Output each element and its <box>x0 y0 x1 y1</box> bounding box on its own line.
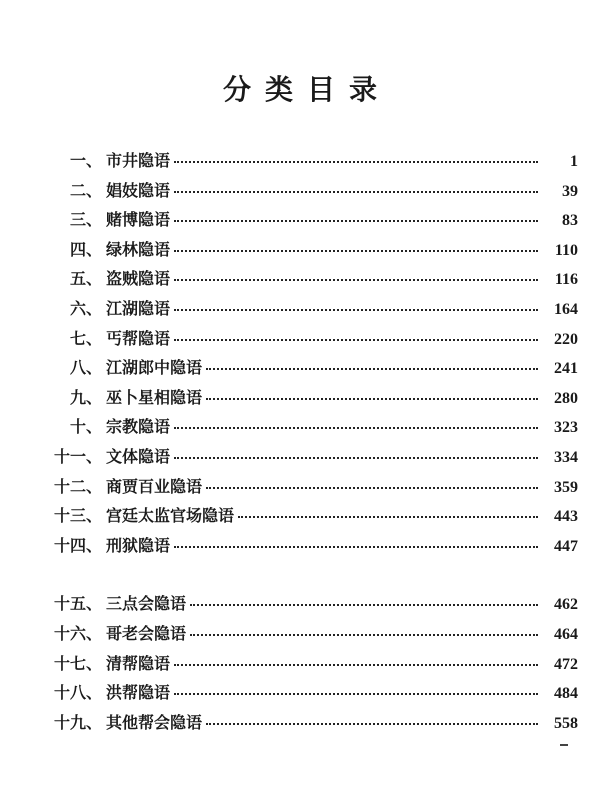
entry-page-number: 334 <box>554 448 578 466</box>
entry-title: 绿林隐语 <box>106 239 171 259</box>
toc-entry[interactable] <box>44 503 578 533</box>
entry-page-number: 462 <box>554 596 578 614</box>
dot-leader <box>206 397 538 400</box>
entry-page-number: 443 <box>554 508 578 526</box>
toc-entry[interactable] <box>44 710 578 740</box>
entry-number: 十二、 <box>53 476 102 496</box>
entry-title: 盗贼隐语 <box>106 269 171 289</box>
toc-entry[interactable] <box>44 237 578 267</box>
toc-entry[interactable] <box>44 326 578 356</box>
dot-leader <box>174 190 538 193</box>
entry-number: 十八、 <box>53 683 102 703</box>
entry-number: 十一、 <box>53 446 102 466</box>
dot-leader <box>174 160 538 163</box>
dot-leader <box>174 249 538 252</box>
entry-title: 其他帮会隐语 <box>106 712 203 732</box>
entry-number: 七、 <box>69 328 102 348</box>
toc-entry[interactable] <box>44 680 578 710</box>
toc-entry[interactable] <box>44 207 578 237</box>
toc-group <box>44 148 578 562</box>
dot-leader <box>206 722 538 725</box>
entry-page-number: 83 <box>562 212 578 230</box>
entry-number: 四、 <box>69 239 102 259</box>
entry-page-number: 1 <box>570 153 578 170</box>
entry-number: 十三、 <box>53 506 102 526</box>
toc-entry[interactable] <box>44 651 578 681</box>
dot-leader <box>190 603 538 606</box>
dot-leader <box>174 663 538 666</box>
entry-title: 商贾百业隐语 <box>106 476 203 496</box>
entry-title: 娼妓隐语 <box>106 180 171 200</box>
entry-number: 二、 <box>69 180 102 200</box>
entry-number: 三、 <box>69 210 102 230</box>
entry-title: 洪帮隐语 <box>106 683 171 703</box>
entry-number: 五、 <box>69 269 102 289</box>
entry-number: 十六、 <box>53 623 102 643</box>
dot-leader <box>174 338 538 341</box>
entry-title: 宫廷太监官场隐语 <box>106 506 235 526</box>
entry-title: 文体隐语 <box>106 446 171 466</box>
entry-page-number: 484 <box>554 685 578 703</box>
entry-number: 八、 <box>69 358 102 378</box>
entry-number: 十四、 <box>53 535 102 555</box>
entry-page-number: 472 <box>554 655 578 673</box>
entry-title: 三点会隐语 <box>106 594 187 614</box>
dot-leader <box>206 486 538 489</box>
entry-title: 巫卜星相隐语 <box>106 387 203 407</box>
entry-title: 江湖郎中隐语 <box>106 358 203 378</box>
entry-title: 清帮隐语 <box>106 653 171 673</box>
dot-leader <box>238 515 538 518</box>
entry-number: 十、 <box>69 417 102 437</box>
table-of-contents <box>44 148 578 739</box>
page-title: 分类目录 <box>222 73 391 106</box>
toc-entry[interactable] <box>44 444 578 474</box>
toc-entry[interactable] <box>44 414 578 444</box>
toc-entry[interactable] <box>44 355 578 385</box>
dot-leader <box>190 633 538 636</box>
entry-number: 一、 <box>69 151 102 170</box>
entry-number: 十七、 <box>53 653 102 673</box>
toc-entry[interactable] <box>44 296 578 326</box>
entry-title: 刑狱隐语 <box>106 535 171 555</box>
dot-leader <box>174 219 538 222</box>
entry-title: 宗教隐语 <box>106 417 171 437</box>
toc-group <box>44 591 578 739</box>
entry-page-number: 241 <box>554 360 578 378</box>
entry-page-number: 464 <box>554 625 578 643</box>
entry-page-number: 558 <box>554 714 578 732</box>
entry-number: 十九、 <box>53 712 102 732</box>
entry-number: 六、 <box>69 298 102 318</box>
entry-number: 九、 <box>69 387 102 407</box>
page-mark <box>560 744 568 746</box>
dot-leader <box>174 692 538 695</box>
toc-entry[interactable] <box>44 621 578 651</box>
toc-entry[interactable] <box>44 266 578 296</box>
dot-leader <box>174 308 538 311</box>
entry-page-number: 116 <box>554 271 578 289</box>
entry-title: 赌博隐语 <box>106 210 171 230</box>
entry-number: 十五、 <box>53 594 102 614</box>
dot-leader <box>174 426 538 429</box>
toc-entry[interactable] <box>44 474 578 504</box>
entry-page-number: 447 <box>554 537 578 555</box>
toc-entry[interactable] <box>44 591 578 621</box>
dot-leader <box>206 367 538 370</box>
entry-title: 市井隐语 <box>106 151 171 170</box>
dot-leader <box>174 545 538 548</box>
dot-leader <box>174 456 538 459</box>
entry-title: 哥老会隐语 <box>106 623 187 643</box>
entry-page-number: 220 <box>554 330 578 348</box>
dot-leader <box>174 278 538 281</box>
toc-entry[interactable] <box>44 178 578 208</box>
entry-title: 江湖隐语 <box>106 298 171 318</box>
entry-page-number: 359 <box>554 478 578 496</box>
entry-page-number: 39 <box>562 182 578 200</box>
toc-entry[interactable] <box>44 533 578 563</box>
toc-entry[interactable] <box>44 385 578 415</box>
entry-page-number: 164 <box>554 300 578 318</box>
entry-page-number: 323 <box>554 419 578 437</box>
entry-page-number: 110 <box>554 241 578 259</box>
toc-entry[interactable] <box>44 148 578 178</box>
entry-page-number: 280 <box>554 389 578 407</box>
entry-title: 丐帮隐语 <box>106 328 171 348</box>
